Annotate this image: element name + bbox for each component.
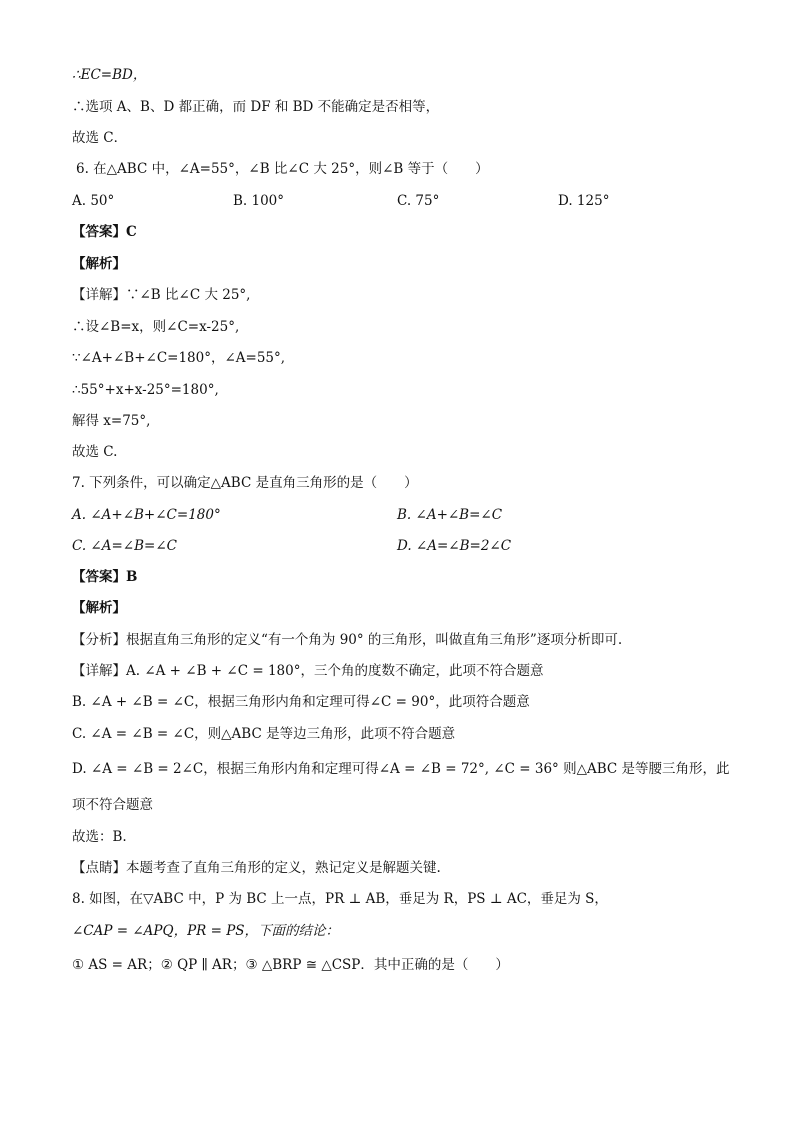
q7-option-c: C. ∠A=∠B=∠C [72, 538, 177, 554]
q6-option-c: C. 75° [397, 193, 440, 209]
q6-detail-3: ∵∠A+∠B+∠C=180°，∠A=55°, [72, 350, 286, 366]
q7-comment: 【点睛】本题考查了直角三角形的定义，熟记定义是解题关键. [72, 860, 441, 876]
q7-option-d: D. ∠A=∠B=2∠C [397, 538, 512, 554]
q6-option-a: A. 50° [72, 193, 115, 209]
q6-detail-1: 【详解】∵∠B 比∠C 大 25°, [72, 287, 251, 303]
q6-option-b: B. 100° [233, 193, 285, 209]
text-line: ∴EC=BD， [72, 67, 147, 83]
q7-option-b: B. ∠A+∠B=∠C [397, 507, 503, 523]
q7-detail-4-cont: 项不符合题意 [72, 797, 153, 813]
q7-detail-2: B. ∠A + ∠B = ∠C，根据三角形内角和定理可得∠C = 90°，此项符合题意 [72, 694, 530, 710]
q6-option-d: D. 125° [558, 193, 610, 209]
question-8-line-2: ∠CAP = ∠APQ，PR = PS，下面的结论： [72, 923, 340, 939]
text-line: ∴选项 A、B、D 都正确，而 DF 和 BD 不能确定是否相等， [72, 99, 440, 115]
text-line: 故选 C． [72, 130, 128, 146]
q7-answer: 【答案】B [72, 569, 138, 585]
q6-detail-2: ∴设∠B=x，则∠C=x-25°, [72, 319, 240, 335]
q6-detail-6: 故选 C. [72, 444, 118, 460]
q7-detail-4: D. ∠A = ∠B = 2∠C，根据三角形内角和定理可得∠A = ∠B = 72°, ∠C = 36° 则△ABC 是等腰三角形，此 [72, 761, 730, 777]
question-8-line-3: ① AS = AR；② QP ∥ AR；③ △BRP ≅ △CSP．其中正确的是（ ） [72, 957, 509, 973]
q7-option-a: A. ∠A+∠B+∠C=180° [72, 507, 221, 523]
question-8-line-1: 8. 如图，在▽ABC 中，P 为 BC 上一点，PR ⊥ AB，垂足为 R，PS ⊥ AC，垂足为 S， [72, 891, 608, 907]
q7-detail-5: 故选：B. [72, 829, 127, 845]
q7-fenxi: 【分析】根据直角三角形的定义“有一个角为 90° 的三角形，叫做直角三角形”逐项分析即可. [72, 632, 623, 648]
q6-detail-4: ∴55°+x+x-25°=180°, [72, 382, 219, 398]
q7-analysis-label: 【解析】 [72, 600, 126, 616]
q7-detail-3: C. ∠A = ∠B = ∠C，则△ABC 是等边三角形，此项不符合题意 [72, 726, 456, 742]
q7-detail-1: 【详解】A. ∠A + ∠B + ∠C = 180°，三个角的度数不确定，此项不符合题意 [72, 663, 544, 679]
question-7: 7. 下列条件，可以确定△ABC 是直角三角形的是（ ） [72, 475, 418, 491]
q6-detail-5: 解得 x=75°, [72, 413, 151, 429]
question-6: 6. 在△ABC 中，∠A=55°，∠B 比∠C 大 25°，则∠B 等于（ ） [76, 161, 489, 177]
q6-answer: 【答案】C [72, 224, 137, 240]
q6-analysis-label: 【解析】 [72, 256, 126, 272]
